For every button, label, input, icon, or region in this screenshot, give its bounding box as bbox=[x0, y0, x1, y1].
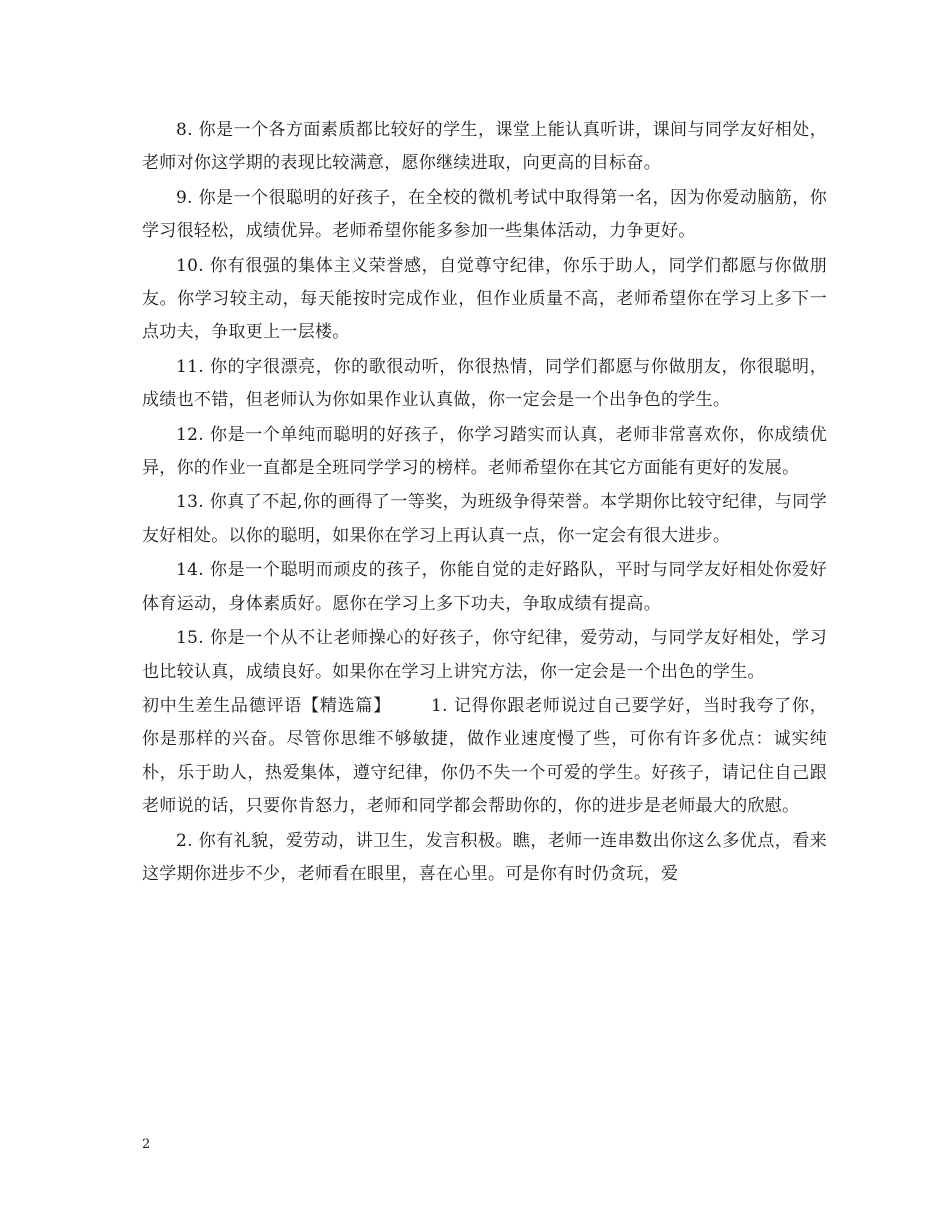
comment-paragraph-9: 9. 你是一个很聪明的好孩子，在全校的微机考试中取得第一名，因为你爱动脑筋，你学习很轻松，成绩优异。老师希望你能多参加一些集体活动，力争更好。 bbox=[142, 187, 827, 242]
section-item-2: 2. 你有礼貌，爱劳动，讲卫生，发言积极。瞧，老师一连串数出你这么多优点，看来这学期你进步不少，老师看在眼里，喜在心里。可是你有时仍贪玩，爱 bbox=[142, 830, 827, 884]
comment-paragraph-8: 8. 你是一个各方面素质都比较好的学生，课堂上能认真听讲，课间与同学友好相处，老师对你这学期的表现比较满意，愿你继续进取，向更高的目标奋。 bbox=[142, 120, 827, 174]
comment-paragraph-13: 13. 你真了不起,你的画得了一等奖，为班级争得荣誉。本学期你比较守纪律，与同学友好相处。以你的聪明，如果你在学习上再认真一点，你一定会有很大进步。 bbox=[142, 492, 827, 546]
page-number: 2 bbox=[142, 1137, 151, 1152]
comment-paragraph-12: 12. 你是一个单纯而聪明的好孩子，你学习踏实而认真，老师非常喜欢你，你成绩优异，你的作业一直都是全班同学学习的榜样。老师希望你在其它方面能有更好的发展。 bbox=[142, 424, 827, 479]
comment-paragraph-15: 15. 你是一个从不让老师操心的好孩子，你守纪律，爱劳动，与同学友好相处，学习也比较认真，成绩良好。如果你在学习上讲究方法，你一定会是一个出色的学生。 bbox=[142, 628, 827, 682]
comment-paragraph-11: 11. 你的字很漂亮，你的歌很动听，你很热情，同学们都愿与你做朋友，你很聪明，成绩也不错，但老师认为你如果作业认真做，你一定会是一个出争色的学生。 bbox=[142, 356, 827, 411]
comment-paragraph-10: 10. 你有很强的集体主义荣誉感，自觉尊守纪律，你乐于助人，同学们都愿与你做朋友。你学习较主动，每天能按时完成作业，但作业质量不高，老师希望你在学习上多下一点功夫，争取更上一层楼。 bbox=[142, 255, 827, 343]
document-body bbox=[142, 114, 827, 892]
section-heading: 初中生差生品德评语【精选篇】 bbox=[142, 695, 391, 716]
section-item-1: 1. 记得你跟老师说过自己要学好，当时我夸了你，你是那样的兴奋。尽管你思维不够敏捷，做作业速度慢了些，可你有许多优点：诚实纯朴，乐于助人，热爱集体，遵守纪律，你仍不失一个可爱的学生。好孩子，请记住自己跟老师说的话，只要你肯怒力，老师和同学都会帮助你的，你的进步是老师最大的欣慰。 bbox=[142, 695, 828, 817]
section-paragraph bbox=[142, 690, 827, 824]
comment-paragraph-14: 14. 你是一个聪明而顽皮的孩子，你能自觉的走好路队，平时与同学友好相处你爱好体育运动，身体素质好。愿你在学习上多下功夫，争取成绩有提高。 bbox=[142, 560, 827, 614]
